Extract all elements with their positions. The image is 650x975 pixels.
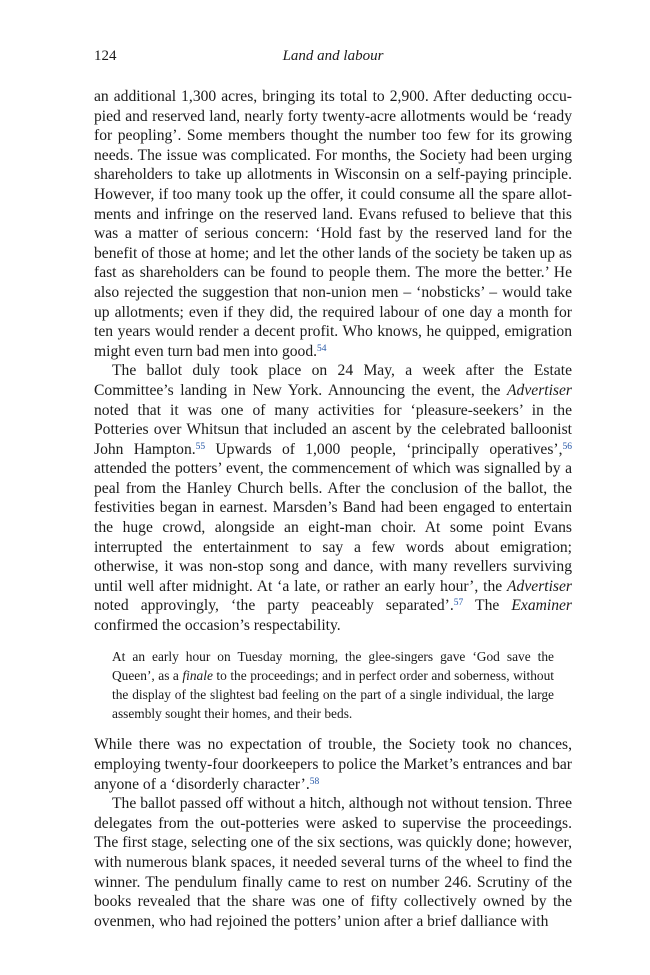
running-title: Land and labour	[282, 48, 384, 64]
italic-word: finale	[182, 667, 213, 683]
paragraph-1	[94, 87, 572, 361]
paragraph-text: While there was no expectation of trouble, the Society took no chances, employing twenty-four doorkeepers to police the Market’s entrances and bar anyone of a ‘disorderly character’.	[94, 736, 572, 793]
italic-publication: Advertiser	[507, 381, 572, 399]
paragraph-text: attended the potters’ event, the commencement of which was signalled by a peal from the Hanley Church bells. After the conclusion of the ballot, the festivities began in earnest. Marsden’s Band had been engaged to entertain the huge crowd, alongside an eight-man choir. At some point Evans interrupted the entertainment to say a few words about emigration; otherwise, it was non-stop song and dance, with many revellers surviving until well after midnight. At ‘a late, or rather an early hour’, the	[94, 460, 572, 595]
paragraph-text: confirmed the occasion’s respectability.	[94, 617, 341, 635]
footnote-ref-56[interactable]: 56	[562, 441, 572, 452]
footnote-ref-54[interactable]: 54	[317, 343, 327, 354]
paragraph-3	[94, 735, 572, 794]
paragraph-text: The ballot passed off without a hitch, although not without tension. Three delegates from the out-potteries were asked to supervise the proceedings. The first stage, selecting one of the six sections, was quickly done; however, with numerous blank spaces, it needed several turns of the wheel to find the winner. The pendulum finally came to rest on number 246. Scrutiny of the books revealed that the share was one of fifty collectively owned by the ovenmen, who had rejoined the potters’ union after a brief dalliance with	[94, 795, 572, 930]
page-number: 124	[94, 48, 117, 64]
block-quote	[112, 647, 554, 724]
paragraph-text: The	[463, 597, 512, 615]
italic-publication: Advertiser	[507, 577, 572, 595]
quote-segment: to the proceedings; and in perfect order and soberness, without the display of the slightest bad feeling on the part of a single individual, the large assembly sought their homes, and their beds.	[112, 667, 555, 722]
footnote-ref-58[interactable]: 58	[309, 776, 320, 787]
footnote-ref-55[interactable]: 55	[195, 441, 206, 452]
footnote-ref-57[interactable]: 57	[453, 598, 464, 609]
quote-text	[112, 647, 554, 724]
italic-publication: Examiner	[511, 597, 572, 615]
paragraph-text: noted approvingly, ‘the party peaceably separated’.	[94, 597, 454, 615]
paragraph-2	[94, 361, 572, 635]
quote-segment: At an early hour on Tuesday morning, the glee-singers gave ‘God save the Queen’, as a	[112, 648, 554, 683]
paragraph-text: Upwards of 1,000 people, ‘principally operatives’,	[205, 440, 563, 458]
paragraph-text: an additional 1,300 acres, bringing its total to 2,900. After deducting occupied and reserved land, nearly forty twenty-acre allotments would be ‘ready for peopling’. Some members thought the number too few for its growing needs. The issue was complicated. For months, the Society had been urging shareholders to take up allotments in Wisconsin on a self-paying principle. However, if too many took up the offer, it could consume all the spare allotments and infringe on the reserved land. Evans refused to believe that this was a matter of serious concern: ‘Hold fast by the reserved land for the benefit of those at home; and let the other lands of the society be taken up as fast as shareholders can be found to people them. The more the better.’ He also rejected the suggestion that non-union men – ‘nobsticks’ – would take up allotments; even if they did, the required labour of one day a month for ten years would render a decent profit. Who knows, he quipped, emigration might even turn bad men into good.	[94, 88, 572, 360]
paragraph-4	[94, 794, 572, 931]
paragraph-text: noted that it was one of many activities for ‘pleasure-seekers’ in the Potteries over Whitsun that included an ascent by the celebrated balloonist John Hampton.	[94, 401, 572, 458]
running-header	[94, 48, 572, 72]
paragraph-text: The ballot duly took place on 24 May, a week after the Estate Committee’s landing in New York. Announcing the event, the	[94, 362, 572, 399]
main-text	[94, 87, 572, 931]
